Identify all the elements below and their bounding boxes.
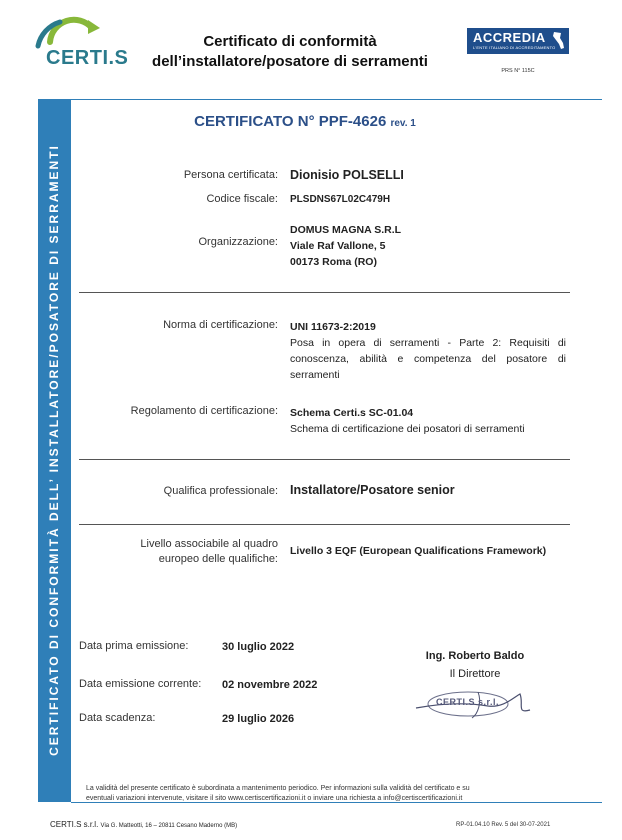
regulation-code: Schema Certi.s SC-01.04 [290,407,414,419]
stamp-text: CERTI.S s.r.l. [436,697,500,707]
regulation-description: Schema di certificazione dei posatori di serramenti [290,423,525,435]
norm-description-2: conoscenza, abilità e competenza del posatore di [290,353,566,365]
organization-value [290,222,401,270]
italy-map-icon [551,31,565,51]
norm-description-1: Posa in opera di serramenti - Parte 2: Requisiti di [290,337,566,349]
certificate-number [80,113,530,130]
qualification-value: Installatore/Posatore senior [290,483,455,497]
eqf-value: Livello 3 EQF (European Qualifications Framework) [290,545,547,557]
eqf-label-2: europeo delle qualifiche: [158,553,278,565]
first-issue-value: 30 luglio 2022 [222,641,295,653]
document-title [140,32,440,72]
norm-value [290,319,566,383]
organization-address-2: 00173 Roma (RO) [290,256,377,268]
certificate-title: CERTIFICATO N° PPF-4626 [194,113,387,130]
organization-label: Organizzazione: [198,236,278,248]
first-issue-label: Data prima emissione: [79,640,189,652]
regulation-label: Regolamento di certificazione: [130,405,278,417]
accredia-logo [467,28,569,54]
norm-description-3: serramenti [290,369,340,381]
eqf-label [80,537,278,567]
fiscal-code-value: PLSDNS67L02C479H [290,194,391,205]
organization-name: DOMUS MAGNA S.R.L [290,224,402,236]
eqf-label-1: Livello associabile al quadro [140,538,278,550]
person-label: Persona certificata: [183,169,278,181]
signature-stamp [408,684,538,724]
person-value: Dionisio POLSELLI [290,168,404,182]
accredia-name: ACCREDIA [473,30,546,45]
side-banner-text: CERTIFICATO DI CONFORMITÀ DELL’ INSTALLATORE/POSATORE DI SERRAMENTI [47,144,61,756]
side-banner [38,99,71,802]
validity-note-line-2: eventuali variazioni intervenute, visitare il sito www.certiscertificazioni.it o inviare una richiesta a info@certiscertificazioni.it [86,795,463,802]
certificate-revision: rev. 1 [390,118,416,129]
norm-label: Norma di certificazione: [163,319,278,331]
director-role: Il Direttore [449,668,501,680]
title-line-1: Certificato di conformità [203,33,377,50]
norm-code: UNI 11673-2:2019 [290,321,376,333]
qualification-label: Qualifica professionale: [163,485,278,497]
organization-address-1: Viale Raf Vallone, 5 [290,240,386,252]
regulation-value [290,405,525,437]
footer-doc-code: RP-01.04.10 Rev. 5 del 30-07-2021 [456,822,551,828]
footer-company-name: CERTI.S s.r.l. [50,820,99,829]
separator-2 [79,459,570,460]
director-name: Ing. Roberto Baldo [425,650,525,662]
accreditation-code: PRS N° 115C [501,68,535,74]
expiry-label: Data scadenza: [79,712,156,724]
validity-note [86,784,586,804]
title-line-2: dell’installatore/posatore di serramenti [152,53,428,70]
expiry-value: 29 luglio 2026 [222,713,295,725]
current-issue-label: Data emissione corrente: [79,678,202,690]
current-issue-value: 02 novembre 2022 [222,679,318,691]
frame-top-border [71,99,602,100]
footer-company [50,820,237,829]
validity-note-line-1: La validità del presente certificato è subordinata a mantenimento periodico. Per informazioni sulla validità del certificato e su [86,785,470,792]
certis-logo [20,14,130,76]
fiscal-code-label: Codice fiscale: [206,193,278,205]
separator-1 [79,292,570,293]
accredia-subtitle: L'ENTE ITALIANO DI ACCREDITAMENTO [473,45,556,50]
separator-3 [79,524,570,525]
logo-text: CERTI.S [46,47,129,69]
footer-address: Via G. Matteotti, 16 – 20811 Cesano Maderno (MB) [100,823,238,829]
